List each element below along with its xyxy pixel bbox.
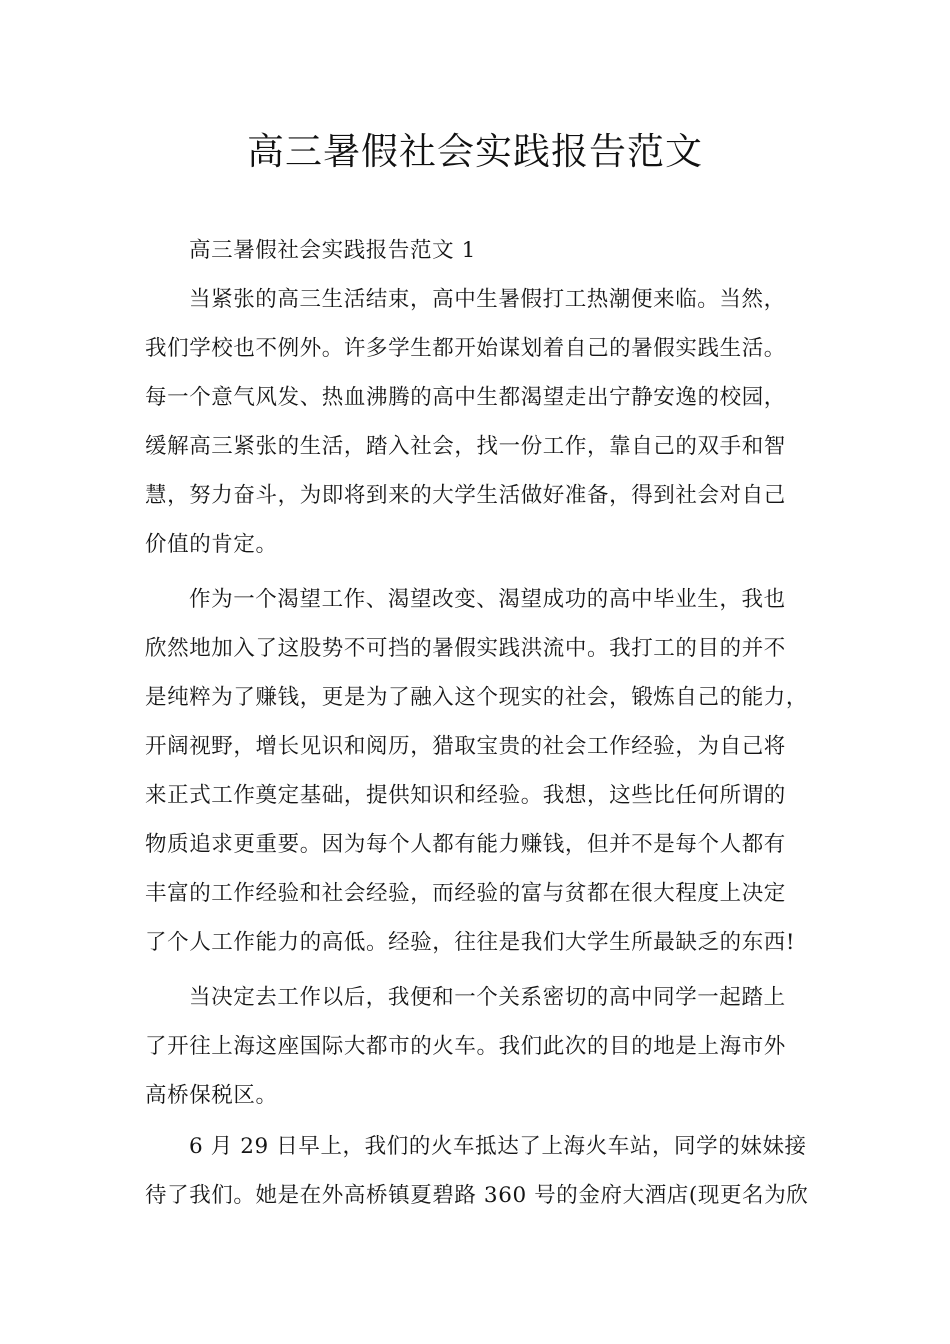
paragraph-line: 丰富的工作经验和社会经验，而经验的富与贫都在很大程度上决定 [145, 881, 786, 906]
paragraph-line: 价值的肯定。 [145, 532, 278, 557]
paragraph-line: 6 月 29 日早上，我们的火车抵达了上海火车站，同学的妹妹接 [189, 1134, 807, 1159]
paragraph-line: 每一个意气风发、热血沸腾的高中生都渴望走出宁静安逸的校园， [145, 385, 786, 410]
paragraph-line: 欣然地加入了这股势不可挡的暑假实践洪流中。我打工的目的并不 [145, 636, 786, 661]
paragraph-line: 作为一个渴望工作、渴望改变、渴望成功的高中毕业生，我也 [189, 587, 786, 612]
paragraph-line: 缓解高三紧张的生活，踏入社会，找一份工作，靠自己的双手和智 [145, 434, 786, 459]
paragraph-line: 开阔视野，增长见识和阅历，猎取宝贵的社会工作经验，为自己将 [145, 734, 786, 759]
paragraph-line: 当紧张的高三生活结束，高中生暑假打工热潮便来临。当然， [189, 287, 786, 312]
paragraph-line: 慧，努力奋斗，为即将到来的大学生活做好准备，得到社会对自己 [145, 483, 786, 508]
paragraph-line: 当决定去工作以后，我便和一个关系密切的高中同学一起踏上 [189, 985, 786, 1010]
paragraph-line: 物质追求更重要。因为每个人都有能力赚钱，但并不是每个人都有 [145, 832, 786, 857]
paragraph-line: 了开往上海这座国际大都市的火车。我们此次的目的地是上海市外 [145, 1034, 786, 1059]
paragraph-line: 高桥保税区。 [145, 1083, 278, 1108]
paragraph-line: 是纯粹为了赚钱，更是为了融入这个现实的社会，锻炼自己的能力， [145, 685, 809, 710]
paragraph-line: 来正式工作奠定基础，提供知识和经验。我想，这些比任何所谓的 [145, 783, 786, 808]
section-heading: 高三暑假社会实践报告范文 1 [189, 238, 476, 263]
paragraph-line: 待了我们。她是在外高桥镇夏碧路 360 号的金府大酒店(现更名为欣 [145, 1183, 809, 1208]
paragraph-line: 我们学校也不例外。许多学生都开始谋划着自己的暑假实践生活。 [145, 336, 786, 361]
paragraph-line: 了个人工作能力的高低。经验，往往是我们大学生所最缺乏的东西! [145, 930, 796, 955]
document-title: 高三暑假社会实践报告范文 [247, 130, 703, 173]
